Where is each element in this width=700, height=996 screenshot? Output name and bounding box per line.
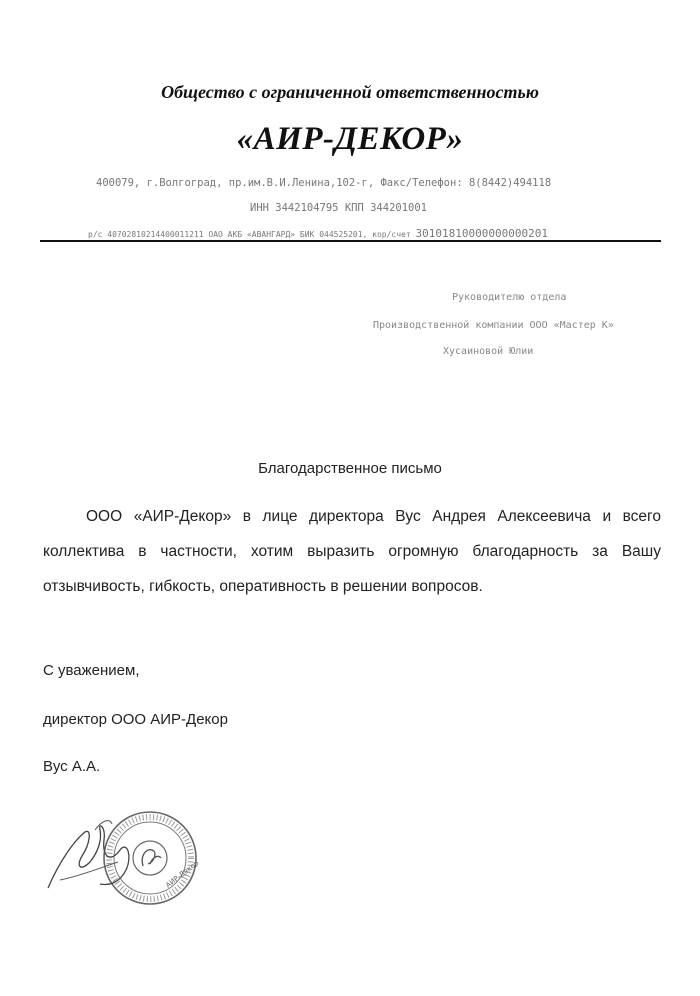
letter-body: ООО «АИР-Декор» в лице директора Вус Андрея Алексеевича и всего коллектива в частности, хотим выразить огромную благодарность за Вашу отзывчивость, гибкость, оперативность в решении вопросов. [43, 508, 661, 595]
addressee-line-1: Руководителю отдела [452, 292, 567, 303]
addressee-line-2: Производственной компании ООО «Мастер К» [373, 320, 614, 331]
closing-name: Вус А.А. [43, 758, 101, 775]
org-type-heading: Общество с ограниченной ответственностью [161, 82, 539, 102]
stamp-seal-icon [40, 800, 240, 910]
stamp-text: АИР-Декор [164, 858, 201, 890]
company-inn: ИНН 3442104795 КПП 344201001 [250, 202, 428, 214]
org-name-heading: «АИР-ДЕКОР» [236, 121, 464, 157]
header-divider [40, 240, 661, 242]
letter-title: Благодарственное письмо [258, 460, 442, 477]
closing-regards: С уважением, [43, 662, 140, 679]
signature-stamp [40, 800, 240, 910]
bank-account-text: р/с 40702810214400011211 ОАО АКБ «АВАНГАРД» БИК 044525201, кор/счет [88, 230, 411, 239]
company-bank-details [88, 227, 548, 240]
corr-account-text: 30101810000000000201 [415, 227, 548, 240]
addressee-line-3: Хусаиновой Юлии [443, 346, 534, 357]
closing-position: директор ООО АИР-Декор [43, 711, 228, 728]
company-address: 400079, г.Волгоград, пр.им.В.И.Ленина,102-г, Факс/Телефон: 8(8442)494118 [96, 177, 552, 189]
